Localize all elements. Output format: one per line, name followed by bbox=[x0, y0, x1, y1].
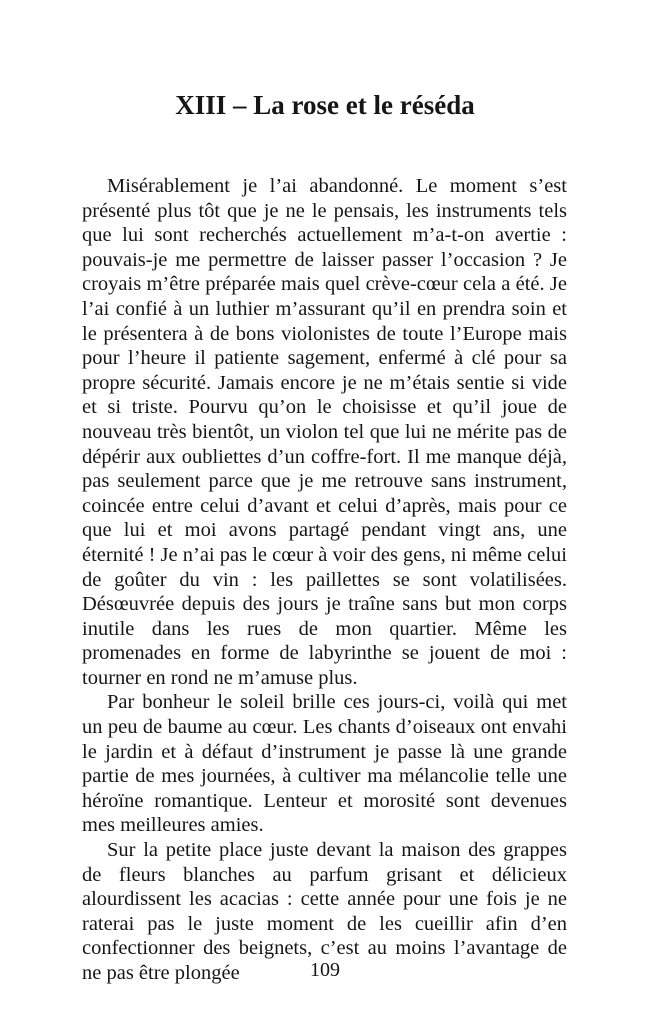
paragraph: Misérablement je l’ai abandonné. Le moment s’est présenté plus tôt que je ne le pensais, les instruments tels que lui sont recherchés actuellement m’a-t-on avertie : pouvais-je me permettre de laisser passer l’occasion ? Je croyais m’être préparée mais quel crève-cœur cela a été. Je l’ai confié à un luthier m’assurant qu’il en prendra soin et le présentera à de bons violonistes de toute l’Europe mais pour l’heure il patiente sagement, enfermé à clé pour sa propre sécurité. Jamais encore je ne m’étais sentie si vide et si triste. Pourvu qu’on le choisisse et qu’il joue de nouveau très bientôt, un violon tel que lui ne mérite pas de dépérir aux oubliettes d’un coffre-fort. Il me manque déjà, pas seulement parce que je me retrouve sans instrument, coincée entre celui d’avant et celui d’après, mais pour ce que lui et moi avons partagé pendant vingt ans, une éternité ! Je n’ai pas le cœur à voir des gens, ni même celui de goûter du vin : les paillettes se sont volatilisées. Désœuvrée depuis des jours je traîne sans but mon corps inutile dans les rues de mon quartier. Même les promenades en forme de labyrinthe se jouent de moi : tourner en rond ne m’amuse plus. bbox=[82, 175, 567, 689]
chapter-title: XIII – La rose et le réséda bbox=[175, 90, 475, 120]
page-number: 109 bbox=[310, 959, 340, 981]
paragraph: Par bonheur le soleil brille ces jours-ci, voilà qui met un peu de baume au cœur. Les chants d’oiseaux ont envahi le jardin et à défaut d’instrument je passe là une grande partie de mes journées, à cultiver ma mélancolie telle une héroïne romantique. Lenteur et morosité sont devenues mes meilleures amies. bbox=[82, 691, 567, 837]
paragraph: Sur la petite place juste devant la maison des grappes de fleurs blanches au parfum grisant et délicieux alourdissent les acacias : cette année pour une fois je ne raterai pas le juste moment de les cueillir afin d’en confectionner des beignets, c’est au moins l’avantage de ne pas être plongée bbox=[82, 839, 567, 984]
body-text bbox=[82, 174, 567, 986]
